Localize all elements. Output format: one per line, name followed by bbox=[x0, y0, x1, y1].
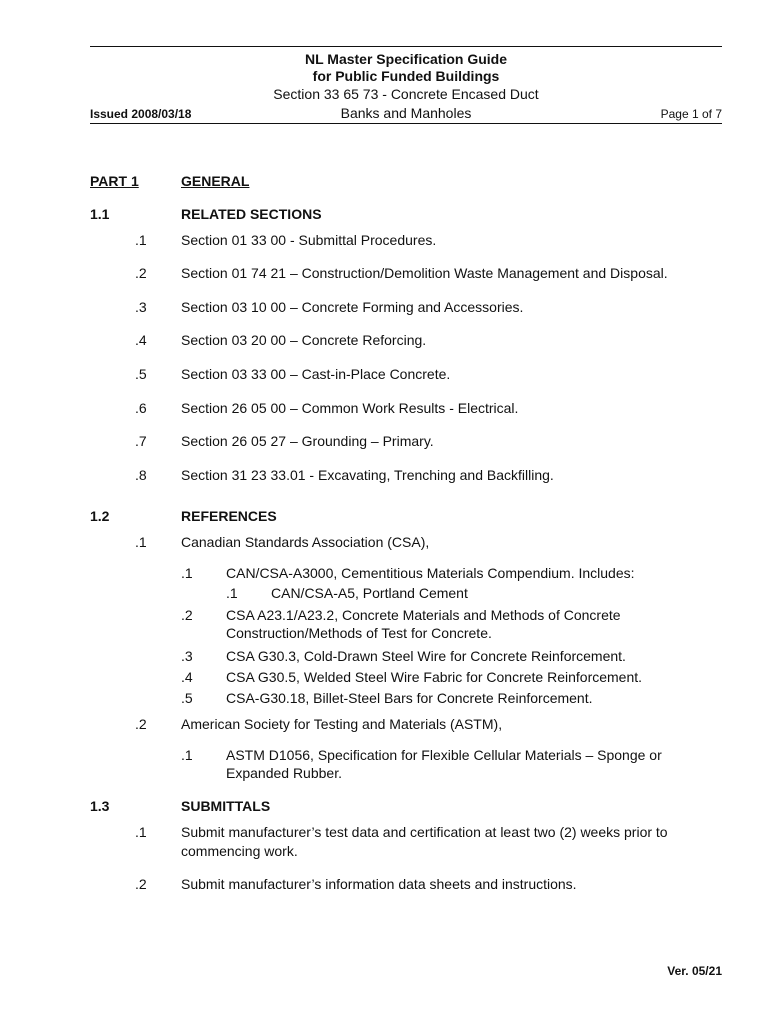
subitem-number: .4 bbox=[181, 669, 193, 685]
part-number: PART 1 bbox=[90, 173, 139, 189]
item-number: .1 bbox=[135, 534, 147, 550]
version-footer: Ver. 05/21 bbox=[667, 964, 722, 978]
item-number: .5 bbox=[135, 366, 147, 382]
issued-date: Issued 2008/03/18 bbox=[90, 107, 192, 121]
subitem-text: ASTM D1056, Specification for Flexible Cellular Materials – Sponge or bbox=[226, 747, 662, 763]
section-number: 1.2 bbox=[90, 508, 110, 524]
page-number: Page 1 of 7 bbox=[660, 107, 722, 121]
item-number: .4 bbox=[135, 332, 147, 348]
item-number: .1 bbox=[135, 824, 147, 840]
document-title-line1: NL Master Specification Guide bbox=[304, 51, 507, 67]
section-heading: REFERENCES bbox=[181, 508, 277, 524]
section-heading: RELATED SECTIONS bbox=[181, 206, 322, 222]
subitem-number: .2 bbox=[181, 607, 193, 623]
item-text: Section 01 33 00 - Submittal Procedures. bbox=[181, 232, 437, 248]
subitem-number: .1 bbox=[181, 565, 193, 581]
item-text: Section 03 10 00 – Concrete Forming and Accessories. bbox=[181, 299, 524, 315]
item-number: .8 bbox=[135, 467, 147, 483]
item-text: Section 03 20 00 – Concrete Reforcing. bbox=[181, 332, 427, 348]
item-text: Section 01 74 21 – Construction/Demolition Waste Management and Disposal. bbox=[181, 265, 668, 281]
section-title-line2: Banks and Manholes bbox=[340, 105, 472, 121]
item-number: .2 bbox=[135, 265, 147, 281]
item-text-continued: commencing work. bbox=[181, 843, 298, 859]
item-text: Section 31 23 33.01 - Excavating, Trenching and Backfilling. bbox=[181, 467, 554, 483]
subitem-text: CSA G30.5, Welded Steel Wire Fabric for Concrete Reinforcement. bbox=[226, 669, 643, 685]
section-heading: SUBMITTALS bbox=[181, 798, 271, 814]
subsubitem-text: CAN/CSA-A5, Portland Cement bbox=[271, 585, 468, 601]
header-top-rule bbox=[90, 46, 722, 47]
subitem-text-continued: Construction/Methods of Test for Concrete. bbox=[226, 625, 492, 641]
item-text: American Society for Testing and Materials (ASTM), bbox=[181, 716, 503, 732]
section-title-line1: Section 33 65 73 - Concrete Encased Duct bbox=[273, 86, 539, 102]
subitem-text: CSA A23.1/A23.2, Concrete Materials and Methods of Concrete bbox=[226, 607, 621, 623]
subsubitem-number: .1 bbox=[226, 585, 238, 601]
subitem-text-continued: Expanded Rubber. bbox=[226, 765, 342, 781]
section-number: 1.1 bbox=[90, 206, 110, 222]
item-text: Canadian Standards Association (CSA), bbox=[181, 534, 430, 550]
item-text: Section 03 33 00 – Cast-in-Place Concrete. bbox=[181, 366, 451, 382]
subitem-number: .5 bbox=[181, 690, 193, 706]
header-bottom-rule bbox=[90, 123, 722, 124]
item-number: .3 bbox=[135, 299, 147, 315]
item-number: .2 bbox=[135, 876, 147, 892]
section-number: 1.3 bbox=[90, 798, 110, 814]
item-number: .7 bbox=[135, 433, 147, 449]
item-number: .2 bbox=[135, 716, 147, 732]
item-number: .6 bbox=[135, 400, 147, 416]
part-title: GENERAL bbox=[181, 173, 250, 189]
item-text: Submit manufacturer’s test data and certification at least two (2) weeks prior to bbox=[181, 824, 668, 840]
subitem-number: .3 bbox=[181, 648, 193, 664]
item-text: Submit manufacturer’s information data sheets and instructions. bbox=[181, 876, 577, 892]
item-text: Section 26 05 27 – Grounding – Primary. bbox=[181, 433, 434, 449]
document-title-line2: for Public Funded Buildings bbox=[312, 68, 500, 84]
item-number: .1 bbox=[135, 232, 147, 248]
subitem-text: CSA G30.3, Cold-Drawn Steel Wire for Concrete Reinforcement. bbox=[226, 648, 626, 664]
subitem-text: CSA-G30.18, Billet-Steel Bars for Concrete Reinforcement. bbox=[226, 690, 593, 706]
item-text: Section 26 05 00 – Common Work Results - Electrical. bbox=[181, 400, 519, 416]
subitem-text: CAN/CSA-A3000, Cementitious Materials Compendium. Includes: bbox=[226, 565, 635, 581]
subitem-number: .1 bbox=[181, 747, 193, 763]
